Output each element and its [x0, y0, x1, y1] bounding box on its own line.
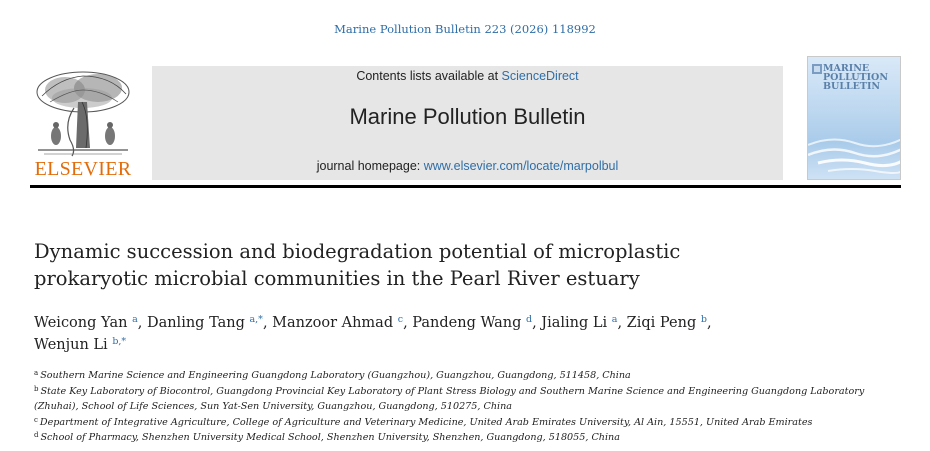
homepage-prefix: journal homepage:: [316, 159, 424, 173]
affiliation-item: [34, 368, 904, 384]
affiliation-key: c: [34, 415, 38, 424]
author[interactable]: Pandeng Wang: [412, 315, 522, 331]
author-affiliation-marker[interactable]: a,*: [249, 314, 263, 325]
paper-title-line-1: Dynamic succession and biodegradation potential of microplastic: [34, 240, 681, 263]
publisher-name: ELSEVIER: [34, 158, 132, 180]
author-affiliation-marker[interactable]: b: [700, 314, 707, 325]
paper-title: [34, 238, 894, 292]
affiliation-text: (Zhuhai), School of Life Sciences, Sun Yat-Sen University, Guangzhou, Guangdong, 510275, China: [34, 401, 512, 412]
author-affiliation-marker[interactable]: c: [397, 314, 404, 325]
author-affiliation-marker[interactable]: a: [132, 314, 138, 325]
affiliation-item: [34, 399, 904, 415]
affiliation-key: d: [34, 431, 39, 439]
sciencedirect-link[interactable]: ScienceDirect: [501, 69, 579, 83]
affiliation-list: [34, 368, 904, 446]
journal-banner: [152, 66, 783, 180]
cover-emblem-icon: [812, 64, 822, 74]
author[interactable]: Manzoor Ahmad: [272, 315, 394, 331]
affiliation-text: Department of Integrative Agriculture, College of Agriculture and Veterinary Medicine, United Arab Emirates University, Al Ain, 15551, United Arab Emirates: [39, 416, 813, 428]
affiliation-text: State Key Laboratory of Biocontrol, Guangdong Provincial Key Laboratory of Plant Stress Biology and Southern Marine Science and Engineering Guangdong Laboratory: [40, 385, 865, 397]
paper-title-line-2: prokaryotic microbial communities in the Pearl River estuary: [34, 267, 640, 290]
journal-citation[interactable]: Marine Pollution Bulletin 223 (2026) 118992: [334, 22, 596, 36]
author-affiliation-marker[interactable]: d: [525, 314, 533, 325]
author[interactable]: Jialing Li: [541, 315, 608, 331]
cover-title: MARINE POLLUTION BULLETIN: [823, 63, 889, 92]
author[interactable]: Ziqi Peng: [626, 315, 697, 331]
header-divider: [30, 185, 901, 188]
tree-emblem-icon: [30, 68, 136, 158]
affiliation-text: Southern Marine Science and Engineering Guangdong Laboratory (Guangzhou), Guangzhou, Guangdong, 511458, China: [40, 370, 631, 381]
affiliation-key: b: [34, 384, 39, 393]
cover-wave-graphic: [808, 127, 901, 180]
author-affiliation-marker[interactable]: b,*: [112, 336, 127, 347]
elsevier-logo[interactable]: [30, 68, 136, 183]
author[interactable]: Wenjun Li: [34, 337, 108, 353]
author-affiliation-marker[interactable]: a: [611, 314, 618, 325]
journal-title: Marine Pollution Bulletin: [349, 104, 586, 129]
affiliation-item: [34, 430, 904, 446]
journal-cover-thumbnail[interactable]: [807, 56, 901, 180]
journal-homepage-link[interactable]: www.elsevier.com/locate/marpolbul: [423, 159, 619, 173]
affiliation-text: School of Pharmacy, Shenzhen University Medical School, Shenzhen University, Shenzhen, Guangdong, 518055, China: [40, 432, 620, 443]
affiliation-item: [34, 384, 904, 400]
author[interactable]: Weicong Yan: [34, 315, 128, 331]
affiliation-key: a: [34, 369, 39, 377]
contents-line: [152, 69, 783, 83]
author-list: Weicong Yan $^a$, Danling Tang $^{a,*}$, Manzoor Ahmad $^c$, Pandeng Wang $^d$, Jialing Li $^a$, Ziqi Peng $^b$, Wenjun Li $^{b,*}$: [34, 314, 712, 353]
homepage-line: [152, 159, 783, 173]
contents-prefix: Contents lists available at: [356, 69, 502, 83]
affiliation-item: [34, 415, 904, 431]
author[interactable]: Danling Tang: [146, 315, 245, 331]
